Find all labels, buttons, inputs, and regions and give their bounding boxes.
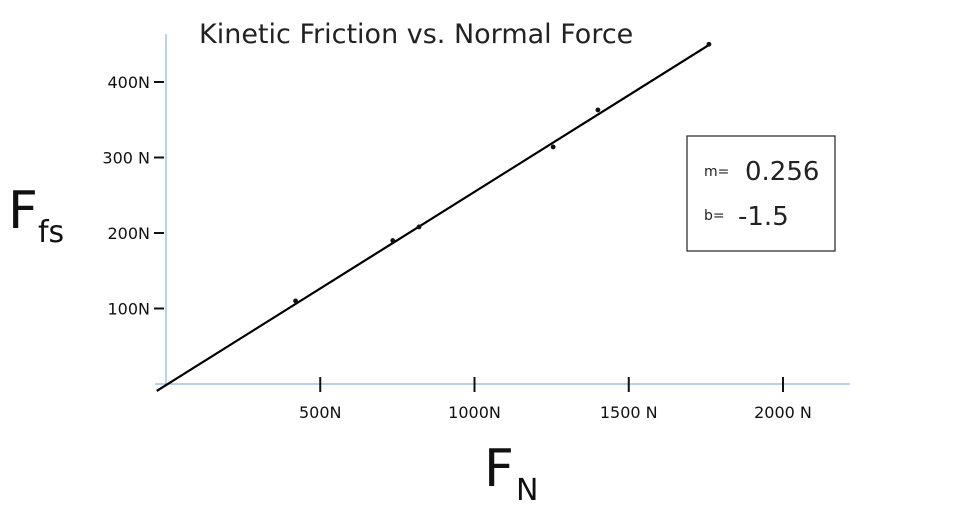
- data-point: [417, 225, 422, 230]
- y-tick-label: 400N: [107, 73, 150, 92]
- slope-value: 0.256: [745, 157, 820, 187]
- data-point: [293, 299, 298, 304]
- y-tick-label: 200N: [107, 224, 150, 243]
- y-axis-label-main: F: [8, 181, 38, 241]
- data-points: [293, 42, 711, 304]
- x-tick-label: 1000N: [448, 403, 501, 422]
- slope-label: m=: [704, 164, 730, 180]
- x-axis-label-sub: N: [516, 473, 539, 508]
- y-axis-label-sub: fs: [38, 215, 65, 250]
- x-axis-label-main: F: [484, 439, 514, 499]
- y-axis-label: [8, 181, 64, 250]
- intercept-label: b=: [704, 208, 725, 224]
- data-point: [390, 238, 395, 243]
- data-point: [707, 42, 712, 47]
- x-tick-label: 2000 N: [754, 403, 812, 422]
- y-tick-label: 100N: [107, 299, 150, 319]
- y-ticks: [102, 73, 164, 319]
- y-tick-label: 300 N: [102, 148, 150, 168]
- data-point: [596, 108, 601, 113]
- x-axis-label: [484, 439, 538, 508]
- x-tick-label: 1500 N: [599, 403, 658, 422]
- x-tick-label: 500N: [298, 403, 342, 422]
- fit-parameters-box: [687, 136, 835, 251]
- chart-title: Kinetic Friction vs. Normal Force: [199, 19, 634, 50]
- data-point: [551, 145, 556, 150]
- intercept-value: -1.5: [738, 202, 789, 232]
- fit-box-border: [687, 136, 835, 251]
- fit-line: [157, 45, 709, 391]
